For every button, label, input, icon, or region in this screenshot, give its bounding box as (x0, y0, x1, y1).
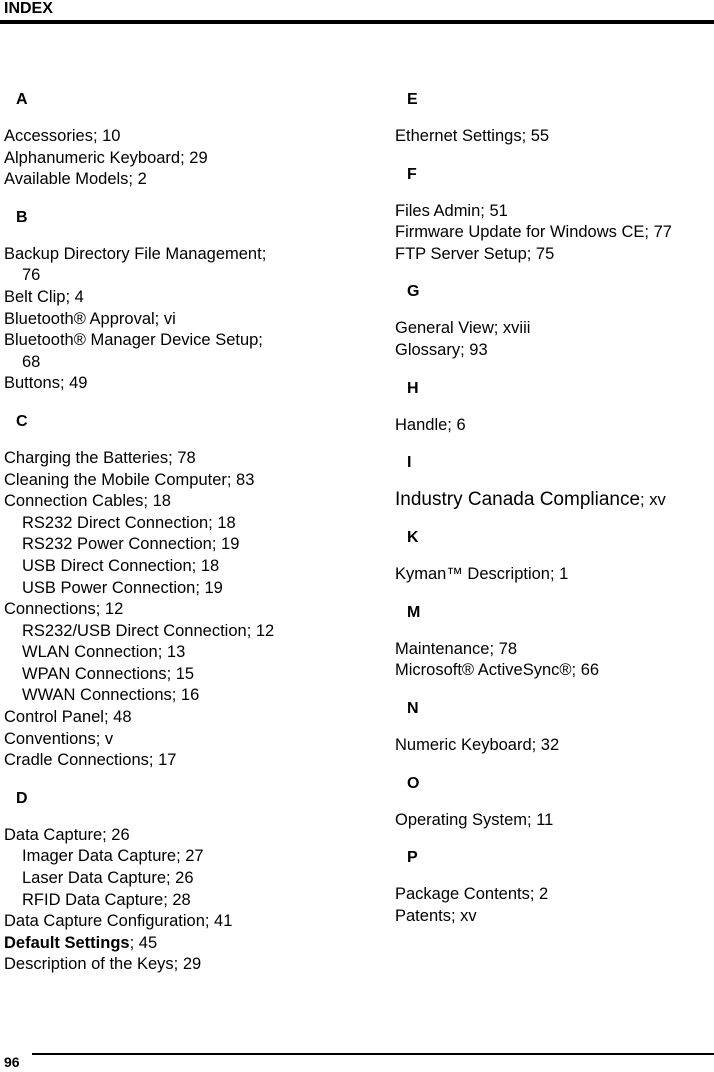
index-section-d (4, 789, 384, 976)
footer-rule (32, 1053, 714, 1055)
index-section-a (4, 90, 384, 191)
index-entry-page: 76 (22, 266, 41, 285)
index-entry: Handle; 6 (395, 415, 466, 434)
index-right-column (395, 90, 714, 927)
index-entry: Accessories; 10 (4, 127, 121, 145)
index-entry: Microsoft® ActiveSync®; 66 (395, 661, 600, 680)
index-entry (4, 244, 384, 287)
section-letter: K (407, 529, 419, 547)
index-entry: Connections; 12 (4, 600, 124, 619)
index-subentry: RFID Data Capture; 28 (22, 890, 191, 909)
index-section-m (395, 603, 714, 682)
section-letter: E (407, 91, 418, 108)
index-subentry: RS232 Direct Connection; 18 (22, 513, 236, 532)
index-entry: Description of the Keys; 29 (4, 955, 202, 974)
index-entry: Data Capture Configuration; 41 (4, 912, 233, 931)
index-subentry: USB Power Connection; 19 (22, 578, 223, 597)
index-entry: Bluetooth® Approval; vi (4, 309, 176, 328)
index-entry: Ethernet Settings; 55 (395, 127, 550, 145)
index-section-n (395, 699, 714, 757)
index-entry-text: Bluetooth® Manager Device Setup; (4, 331, 263, 350)
index-entry-text: Backup Directory File Management; (4, 244, 267, 263)
index-entry: Package Contents; 2 (395, 885, 549, 904)
index-entry (395, 489, 714, 511)
index-entry: General View; xviii (395, 319, 531, 338)
index-entry: Buttons; 49 (4, 374, 88, 393)
index-entry-page: 68 (22, 352, 41, 371)
index-left-column (4, 90, 384, 976)
index-subentry: Imager Data Capture; 27 (22, 847, 204, 866)
index-section-i (395, 453, 714, 511)
index-entry: Conventions; v (4, 729, 114, 748)
section-letter: A (16, 91, 28, 108)
index-entry (4, 933, 384, 955)
index-entry: Patents; xv (395, 906, 477, 925)
index-subentry: USB Direct Connection; 18 (22, 556, 220, 575)
index-section-o (395, 774, 714, 832)
index-entry-page: ; 45 (129, 933, 158, 952)
section-letter: G (407, 283, 420, 301)
section-letter: N (407, 699, 419, 717)
index-subentry: Laser Data Capture; 26 (22, 869, 194, 888)
index-section-c (4, 412, 384, 772)
index-entry-text: Industry Canada Compliance (395, 489, 641, 511)
index-subentry: WPAN Connections; 15 (22, 664, 195, 683)
index-entry: Glossary; 93 (395, 340, 488, 359)
page-number: 96 (4, 1054, 20, 1070)
index-entry: Kyman™ Description; 1 (395, 565, 569, 584)
index-entry: Cradle Connections; 17 (4, 751, 177, 770)
index-section-b (4, 208, 384, 395)
index-entry: Control Panel; 48 (4, 708, 132, 727)
page-header-title: INDEX (4, 0, 53, 17)
index-section-h (395, 379, 714, 437)
index-section-p (395, 848, 714, 927)
index-entry: Data Capture; 26 (4, 825, 130, 844)
index-entry: Belt Clip; 4 (4, 287, 84, 306)
index-entry: Available Models; 2 (4, 170, 147, 189)
index-entry: Numeric Keyboard; 32 (395, 735, 560, 754)
index-section-g (395, 282, 714, 361)
section-letter: I (407, 454, 412, 472)
index-subentry: WLAN Connection; 13 (22, 643, 186, 662)
index-entry: Connection Cables; 18 (4, 492, 171, 511)
section-letter: B (16, 208, 28, 226)
section-letter: F (407, 165, 417, 183)
index-entry: Maintenance; 78 (395, 639, 518, 658)
index-entry: Operating System; 11 (395, 810, 554, 829)
index-entry: Alphanumeric Keyboard; 29 (4, 148, 208, 167)
index-entry-page: ; xv (640, 491, 666, 510)
section-letter: P (407, 849, 418, 867)
index-entry: Files Admin; 51 (395, 201, 508, 220)
section-letter: O (407, 774, 420, 792)
index-section-e (395, 90, 714, 148)
section-letter: C (16, 412, 28, 430)
section-letter: H (407, 379, 419, 397)
index-entry-bold-text: Default Settings (4, 933, 130, 952)
section-letter: M (407, 603, 421, 621)
index-entry (4, 330, 384, 373)
index-entry: Charging the Batteries; 78 (4, 448, 196, 467)
section-letter: D (16, 789, 28, 807)
index-section-k (395, 528, 714, 586)
index-section-f (395, 165, 714, 266)
header-rule (0, 20, 714, 24)
index-subentry: RS232 Power Connection; 19 (22, 535, 240, 554)
index-entry: Cleaning the Mobile Computer; 83 (4, 470, 255, 489)
index-subentry: RS232/USB Direct Connection; 12 (22, 621, 275, 640)
index-entry: Firmware Update for Windows CE; 77 (395, 223, 672, 242)
index-entry: FTP Server Setup; 75 (395, 244, 555, 263)
index-subentry: WWAN Connections; 16 (22, 686, 200, 705)
